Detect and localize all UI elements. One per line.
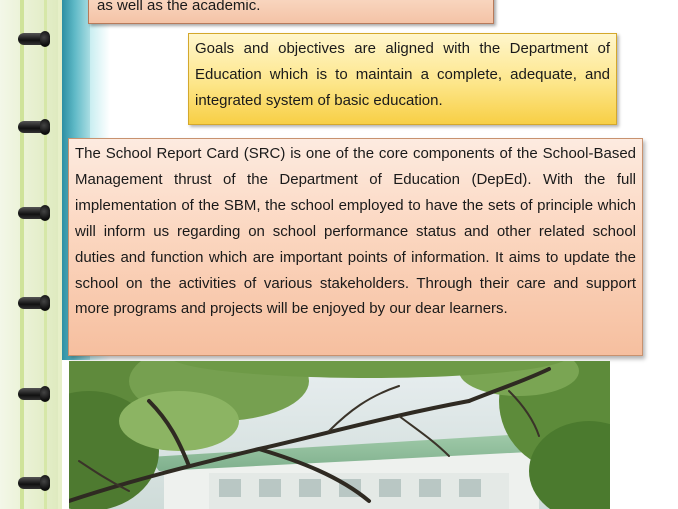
text-box-top: [88, 0, 494, 24]
spine-stripe: [44, 0, 47, 509]
src-text: The School Report Card (SRC) is one of the core components of the School-Based Management thrust of the Department of Education (DepEd). With the full implementation of the SBM, the school employed to have the sets of principle which will inform us regarding on school performance status and other related school duties and function which are important points of information. It aims to update the school on the activities of various stakeholders. Through their care and support more programs and projects will be enjoyed by our dear learners.: [75, 145, 636, 318]
school-photo-illustration: [69, 361, 610, 509]
goals-text-box: [188, 33, 617, 125]
src-text-box: [68, 138, 643, 356]
binder-ring-icon: [18, 297, 48, 309]
top-fragment-text: as well as the academic.: [97, 0, 261, 14]
goals-text: Goals and objectives are aligned with the Department of Education which is to maintain a complete, adequate, and integrated system of basic education.: [195, 40, 610, 109]
binder-ring-icon: [18, 388, 48, 400]
binder-ring-icon: [18, 33, 48, 45]
binder-ring-icon: [18, 477, 48, 489]
binder-ring-icon: [18, 207, 48, 219]
notebook-spine: [0, 0, 62, 509]
school-photo: [69, 361, 610, 509]
spine-stripe: [20, 0, 24, 509]
binder-ring-icon: [18, 121, 48, 133]
